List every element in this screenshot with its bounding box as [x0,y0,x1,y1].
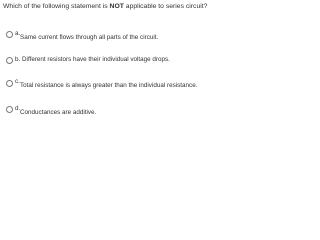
option-text: Different resistors have their individual voltage drops. [22,56,170,63]
question-suffix: applicable to series circuit? [123,3,208,10]
radio-button[interactable] [6,57,13,64]
answer-options [0,0,200,137]
option-text: Total resistance is always greater than the individual resistance. [20,82,198,89]
radio-button[interactable] [6,106,13,113]
radio-button[interactable] [6,31,13,38]
radio-button[interactable] [6,80,13,87]
option-c[interactable] [6,78,198,90]
option-text: Same current flows through all parts of the circuit. [20,34,159,41]
option-letter: b. [15,56,21,63]
option-d[interactable] [6,105,198,117]
option-letter: a. [15,30,21,37]
option-a[interactable] [6,30,198,42]
option-letter: c. [15,78,20,85]
question-emphasis: NOT [109,3,124,10]
question-prefix: Which of the following statement is [3,3,110,10]
option-b[interactable] [6,55,198,67]
option-letter: d. [15,105,21,112]
option-text: Conductances are additive. [20,109,97,116]
